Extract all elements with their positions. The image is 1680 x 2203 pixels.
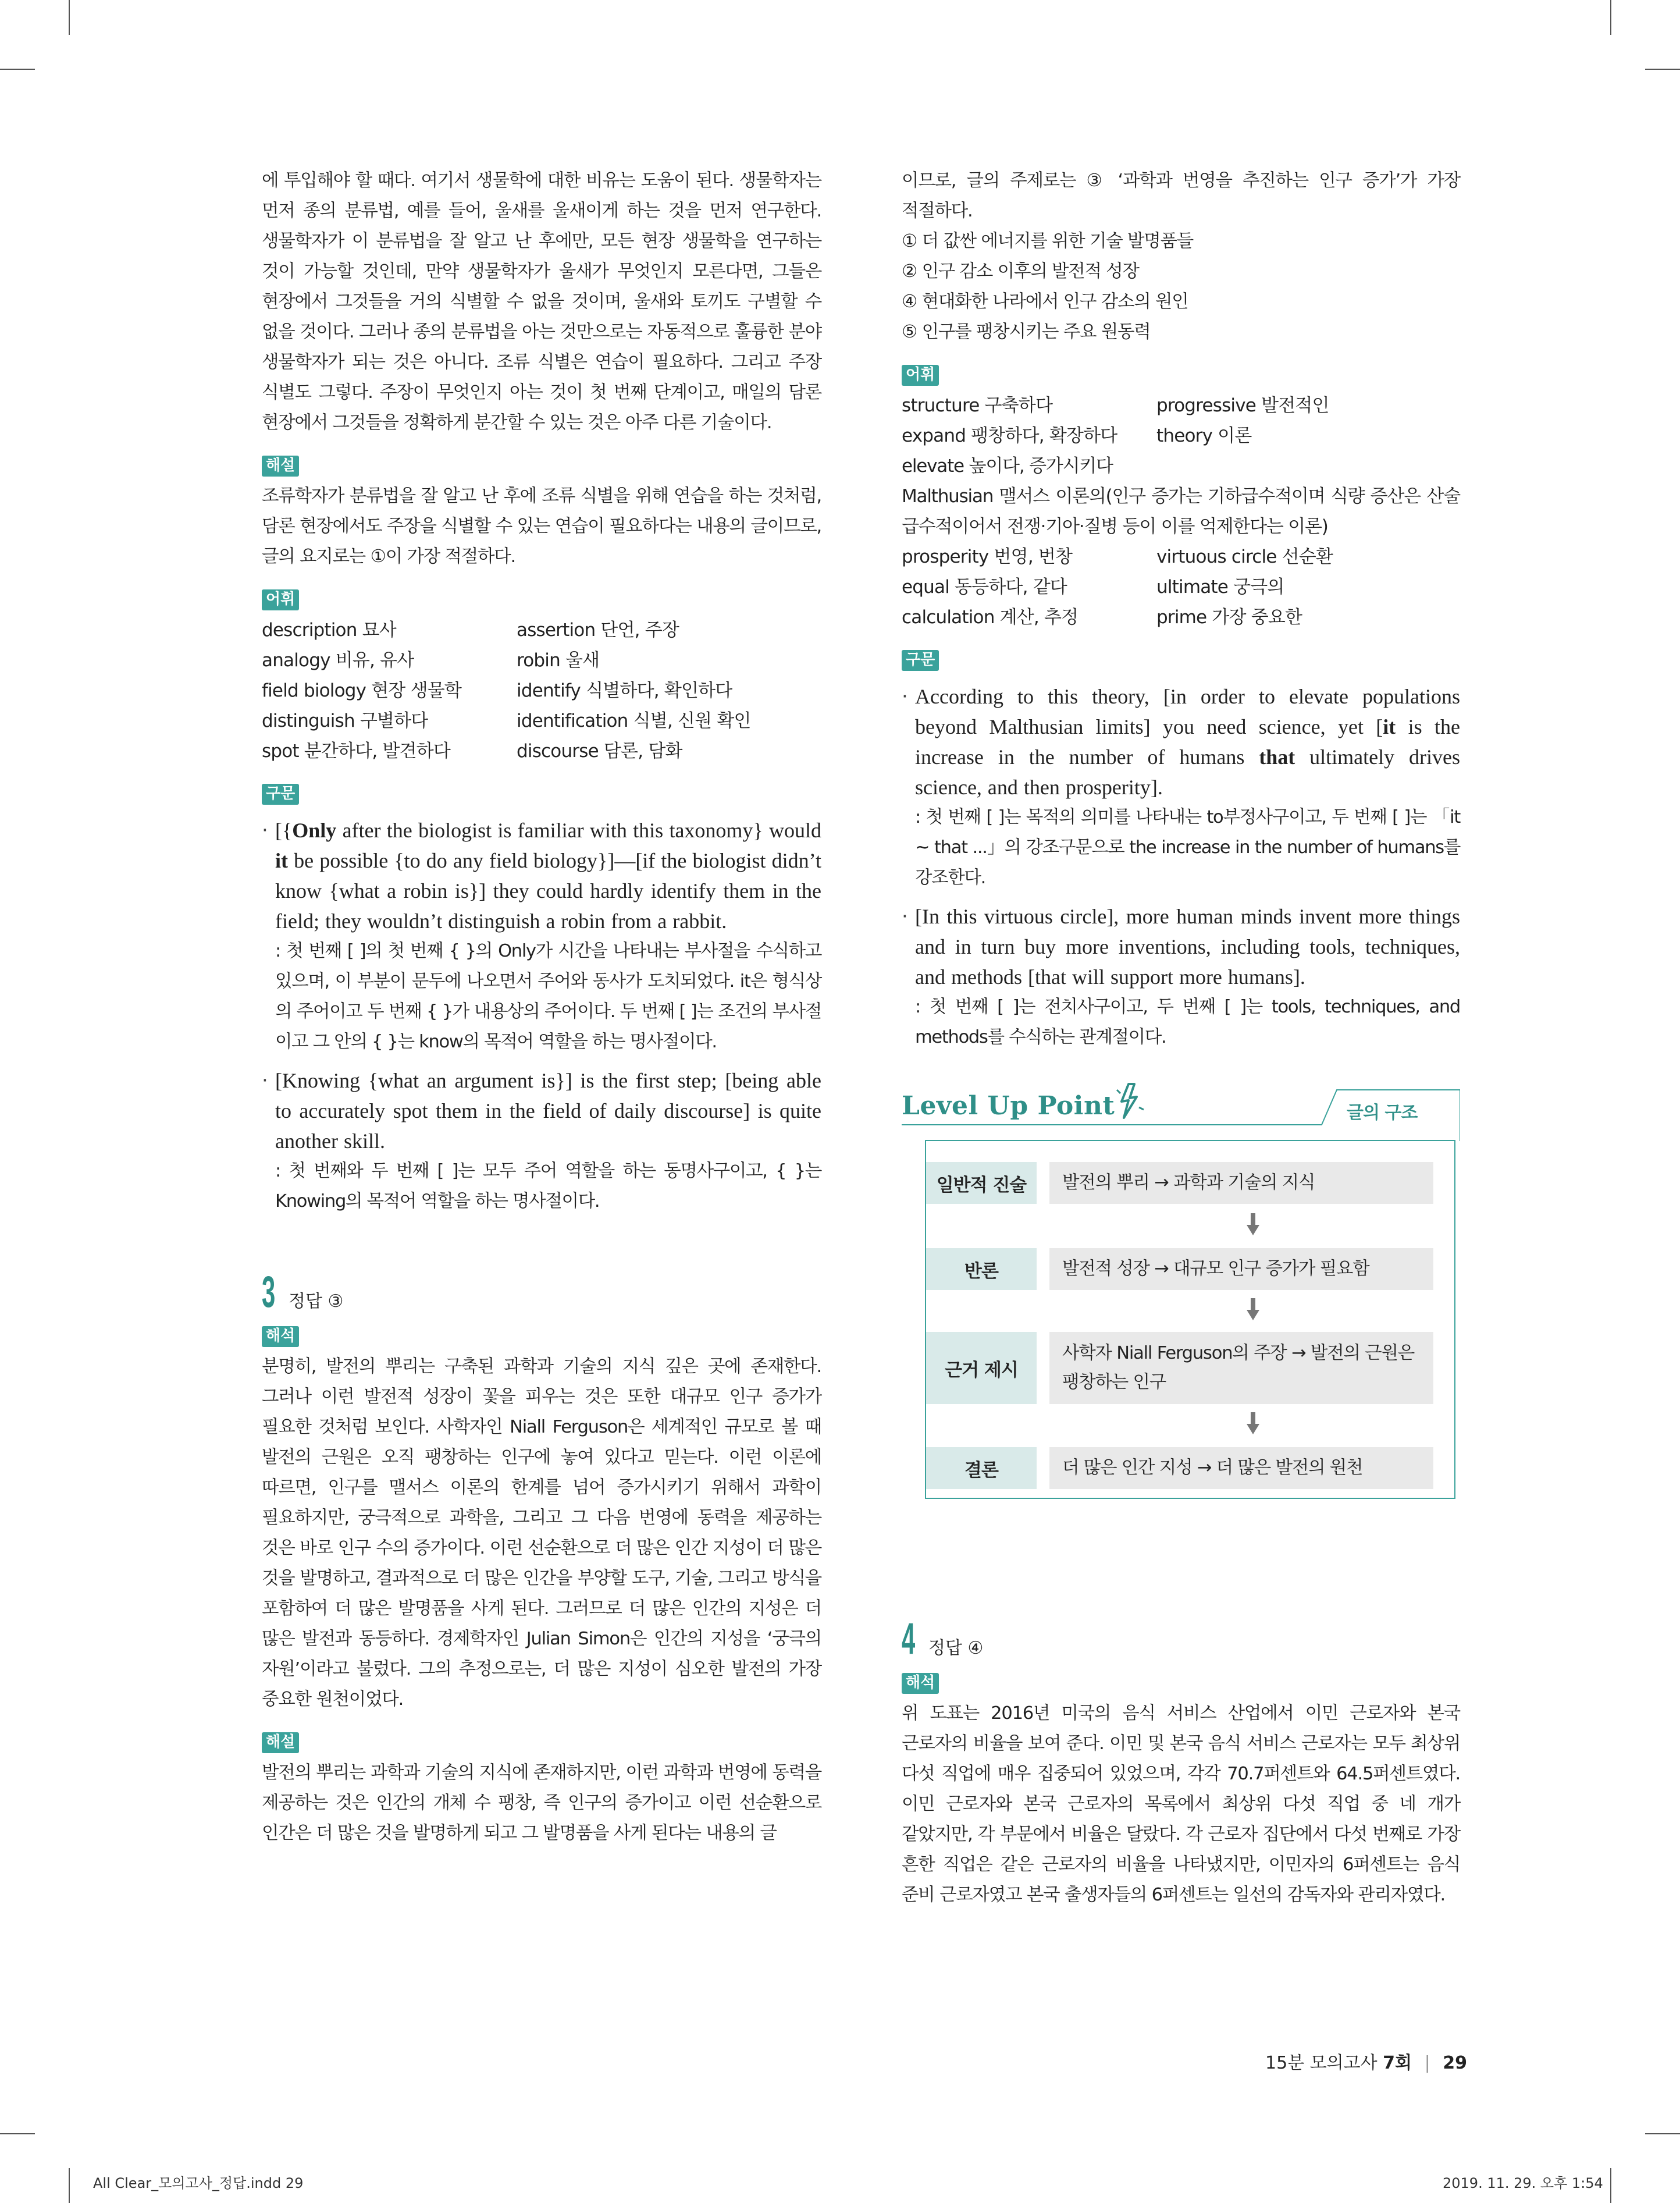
translation-text: 위 도표는 2016년 미국의 음식 서비스 산업에서 이민 근로자와 본국 근로자의 비율을 보여 준다. 이민 및 본국 음식 서비스 근로자는 모두 최상위 다섯 직업에 매우 집중되어 있었으며, 각각 70.7퍼센트와 64.5퍼센트였다. 이민 근로자와 본국 근로자의 목록에서 최상위 다섯 직업 중 네 개가 같았지만, 각 부문에서 비율은 달랐다. 각 근로자 집단에서 다섯 번째로 가장 흔한 직업은 같은 근로자의 비율을 나타냈지만, 이민자의 6퍼센트는 음식 준비 근로자였고 본국 출생자들의 6퍼센트는 일선의 감독자와 관리자였다.	[902, 1703, 1460, 1905]
sentence-part: According to this theory, [in order to elevate populations beyond Malthusian limits] you need science, yet [	[915, 685, 1460, 738]
page-number: 29	[1443, 2053, 1467, 2073]
vocab-row	[902, 572, 1460, 602]
bullet-dot: ·	[262, 819, 268, 842]
option-item: ② 인구 감소 이후의 발전적 성장	[902, 261, 1139, 282]
vocab-item: description 묘사	[262, 620, 396, 641]
crop-mark	[1610, 2168, 1611, 2203]
vocab-row	[262, 706, 821, 736]
vocab-item: field biology 현장 생물학	[262, 680, 462, 701]
vocab-tag: 어휘	[262, 589, 299, 610]
vocab-item: expand 팽창하다, 확장하다	[902, 425, 1117, 446]
bullet-dot: ·	[902, 905, 908, 928]
vocab-item: progressive 발전적인	[1156, 395, 1329, 416]
series-name: 15분 모의고사	[1265, 2053, 1378, 2073]
sentence-part: ultimately drives science, and then prosperity].	[915, 745, 1460, 799]
sentence-part: after the biologist is familiar with this taxonomy} would	[336, 819, 821, 842]
slug-date: 2019. 11. 29. 오후 1:54	[1443, 2175, 1603, 2191]
vocab-item: prosperity 번영, 번창	[902, 546, 1073, 567]
vocab-row	[262, 676, 821, 706]
structure-content: 발전의 뿌리 → 과학과 기술의 지식	[1049, 1162, 1433, 1204]
syntax-note: : 첫 번째 [ ]는 전치사구이고, 두 번째 [ ]는 tools, techniques, and methods를 수식하는 관계절이다.	[915, 997, 1460, 1047]
vocab-row	[262, 615, 821, 645]
syntax-note: : 첫 번째 [ ]는 목적의 의미를 나타내는 to부정사구이고, 두 번째 [ ]는 「it ~ that ...」의 강조구문으로 the increase in the number of humans를 강조한다.	[915, 807, 1460, 888]
structure-stage: 일반적 진술	[926, 1162, 1037, 1204]
question-header	[262, 1267, 821, 1317]
haeseol-tag: 해설	[262, 1732, 299, 1753]
haeseol-tag: 해설	[262, 456, 299, 477]
structure-content: 더 많은 인간 지성 → 더 많은 발전의 원천	[1049, 1447, 1433, 1489]
syntax-item	[902, 901, 1460, 1053]
structure-stage: 근거 제시	[926, 1332, 1037, 1404]
syntax-sentence: [In this virtuous circle], more human minds invent more things and in turn buy more inventions, including tools, techniques, and methods [that will support more humans].	[915, 905, 1460, 989]
footer-divider: |	[1424, 2053, 1430, 2073]
syntax-item	[262, 815, 821, 1057]
vocab-tag: 어휘	[902, 365, 939, 386]
vocab-item: identify 식별하다, 확인하다	[517, 680, 732, 701]
vocab-item: identification 식별, 신원 확인	[517, 710, 751, 731]
sentence-emphasis: it	[1383, 715, 1396, 738]
sentence-emphasis: that	[1259, 745, 1295, 769]
syntax-sentence: [Knowing {what an argument is}] is the first step; [being able to accurately spot them in the field of daily discourse] is quite another skill.	[275, 1069, 821, 1153]
vocab-item: elevate 높이다, 증가시키다	[902, 456, 1113, 477]
crop-mark	[0, 2133, 35, 2134]
translation-continued: 에 투입해야 할 때다. 여기서 생물학에 대한 비유는 도움이 된다. 생물학자는 먼저 종의 분류법, 예를 들어, 울새를 울새이게 하는 것을 먼저 연구한다. 생물학자가 이 분류법을 잘 알고 난 후에만, 모든 현장 생물학을 연구하는 것이 가능할 것인데, 만약 생물학자가 울새가 무엇인지 모른다면, 그들은 현장에서 그것들을 거의 식별할 수 없을 것이며, 울새와 토끼도 구별할 수 없을 것이다. 그러나 종의 분류법을 아는 것만으로는 자동적으로 훌륭한 분야 생물학자가 되는 것은 아니다. 조류 식별은 연습이 필요하다. 그리고 주장 식별도 그렇다. 주장이 무엇인지 아는 것이 첫 번째 단계이고, 매일의 담론 현장에서 그것들을 정확하게 분간할 수 있는 것은 아주 다른 기술이다.	[262, 170, 821, 433]
translation-text: 분명히, 발전의 뿌리는 구축된 과학과 기술의 지식 깊은 곳에 존재한다. 그러나 이런 발전적 성장이 꽃을 피우는 것은 또한 대규모 인구 증가가 필요한 것처럼 보인다. 사학자인 Niall Ferguson은 세계적인 규모로 볼 때 발전의 근원은 오직 팽창하는 인구에 놓여 있다고 믿는다. 이런 이론에 따르면, 인구를 맬서스 이론의 한계를 넘어 증가시키기 위해서 과학이 필요하지만, 궁극적으로 과학을, 그리고 그 다음 번영에 동력을 제공하는 것은 바로 인구 수의 증가이다. 이런 선순환으로 더 많은 인간 지성이 더 많은 것을 발명하고, 결과적으로 더 많은 인간을 부양할 도구, 기술, 그리고 방식을 포함하여 더 많은 발명품을 사게 된다. 그러므로 더 많은 인간의 지성은 더 많은 발전과 동등하다. 경제학자인 Julian Simon은 인간의 지성을 ‘궁극의 자원’이라고 불렀다. 그의 추정으로는, 더 많은 지성이 심오한 발전의 가장 중요한 원천이었다.	[262, 1356, 821, 1710]
option-item: ① 더 값싼 에너지를 위한 기술 발명품들	[902, 231, 1194, 251]
crop-mark	[1645, 2133, 1680, 2134]
crop-mark	[0, 69, 35, 70]
syntax-note: : 첫 번째 [ ]의 첫 번째 { }의 Only가 시간을 나타내는 부사절을 수식하고 있으며, 이 부분이 문두에 나오면서 주어와 동사가 도치되었다. it은 형식상의 주어이고 두 번째 { }가 내용상의 주어이다. 두 번째 [ ]는 조건의 부사절이고 그 안의 { }는 know의 목적어 역할을 하는 명사절이다.	[275, 941, 821, 1052]
vocab-item: discourse 담론, 담화	[517, 741, 682, 762]
structure-stage: 반론	[926, 1248, 1037, 1290]
syntax-tag: 구문	[902, 650, 939, 671]
vocab-row	[902, 421, 1460, 451]
crop-mark	[1610, 0, 1611, 35]
vocab-item: ultimate 궁극의	[1156, 577, 1284, 598]
level-up-title: Level Up Point	[902, 1091, 1115, 1121]
vocab-row	[902, 390, 1460, 421]
vocab-item: equal 동등하다, 같다	[902, 577, 1067, 598]
right-column	[902, 166, 1460, 1910]
option-item: ④ 현대화한 나라에서 인구 감소의 원인	[902, 292, 1188, 312]
down-arrow-icon	[1247, 1298, 1259, 1321]
left-column	[262, 166, 821, 1849]
explanation-continued: 이므로, 글의 주제로는 ③ ‘과학과 번영을 추진하는 인구 증가’가 가장 적절하다.	[902, 170, 1460, 221]
structure-label: 글의 구조	[1347, 1103, 1418, 1123]
vocab-list	[902, 390, 1460, 633]
question-header	[902, 1614, 1460, 1664]
vocab-item: analogy 비유, 유사	[262, 650, 414, 671]
structure-stage: 결론	[926, 1447, 1037, 1489]
structure-diagram	[925, 1140, 1455, 1499]
vocab-item: prime 가장 중요한	[1156, 607, 1302, 628]
syntax-item	[262, 1065, 821, 1217]
crop-mark	[69, 2168, 70, 2203]
bullet-dot: ·	[262, 1069, 268, 1092]
level-up-point	[902, 1088, 1460, 1541]
vocab-list	[262, 615, 821, 766]
round-label: 7회	[1383, 2053, 1412, 2073]
option-item: ⑤ 인구를 팽창시키는 주요 원동력	[902, 322, 1151, 342]
explanation-text: 조류학자가 분류법을 잘 알고 난 후에 조류 식별을 위해 연습을 하는 것처럼, 담론 현장에서도 주장을 식별할 수 있는 연습이 필요하다는 내용의 글이므로, 글의 요지로는 ①이 가장 적절하다.	[262, 486, 821, 567]
vocab-item: spot 분간하다, 발견하다	[262, 741, 451, 762]
vocab-item: Malthusian 맬서스 이론의(인구 증가는 기하급수적이며 식량 증산은 산술급수적이어서 전쟁·기아·질병 등이 이를 억제한다는 이론)	[902, 486, 1460, 537]
down-arrow-icon	[1247, 1412, 1259, 1435]
explanation-text: 발전의 뿌리는 과학과 기술의 지식에 존재하지만, 이런 과학과 번영에 동력을 제공하는 것은 인간의 개체 수 팽창, 즉 인구의 증가이고 이런 선순환으로 인간은 더 많은 것을 발명하게 되고 그 발명품을 사게 된다는 내용의 글	[262, 1763, 821, 1843]
answer-label: 정답 ③	[289, 1291, 344, 1312]
crop-mark	[1645, 69, 1680, 70]
slug-filename: All Clear_모의고사_정답.indd 29	[93, 2175, 304, 2191]
vocab-row	[262, 736, 821, 766]
syntax-sentence	[275, 815, 821, 936]
sentence-emphasis: Only	[292, 819, 337, 842]
down-arrow-icon	[1247, 1213, 1259, 1236]
question-number: 3	[262, 1267, 276, 1317]
haeseok-tag: 해석	[902, 1673, 939, 1694]
sentence-part: [{	[275, 819, 293, 842]
vocab-item: robin 울새	[517, 650, 600, 671]
answer-label: 정답 ④	[928, 1638, 984, 1658]
vocab-row	[902, 602, 1460, 633]
vocab-item: theory 이론	[1156, 425, 1252, 446]
vocab-row	[262, 645, 821, 676]
sentence-part: be possible {to do any field biology}]—[if the biologist didn’t know {what a robin is}] they could hardly identify them in the field; they wouldn’t distinguish a robin from a rabbit.	[275, 849, 821, 933]
structure-content: 발전적 성장 → 대규모 인구 증가가 필요함	[1049, 1248, 1433, 1290]
vocab-item: distinguish 구별하다	[262, 710, 428, 731]
vocab-item: assertion 단언, 주장	[517, 620, 679, 641]
syntax-tag: 구문	[262, 784, 299, 805]
bullet-dot: ·	[902, 685, 908, 708]
question-number: 4	[902, 1614, 916, 1664]
syntax-note: : 첫 번째와 두 번째 [ ]는 모두 주어 역할을 하는 동명사구이고, { }는 Knowing의 목적어 역할을 하는 명사절이다.	[275, 1161, 821, 1211]
vocab-item: virtuous circle 선순환	[1156, 546, 1333, 567]
page-footer	[1265, 2048, 1467, 2074]
syntax-sentence	[915, 681, 1460, 802]
structure-content: 사학자 Niall Ferguson의 주장 → 발전의 근원은 팽창하는 인구	[1049, 1332, 1433, 1404]
syntax-item	[902, 681, 1460, 893]
vocab-row	[902, 542, 1460, 572]
vocab-item: structure 구축하다	[902, 395, 1053, 416]
sentence-emphasis: it	[275, 849, 288, 872]
crop-mark	[69, 0, 70, 35]
sentence-part: is the increase in the number of humans	[915, 715, 1460, 769]
haeseok-tag: 해석	[262, 1326, 299, 1347]
vocab-item: calculation 계산, 추정	[902, 607, 1079, 628]
